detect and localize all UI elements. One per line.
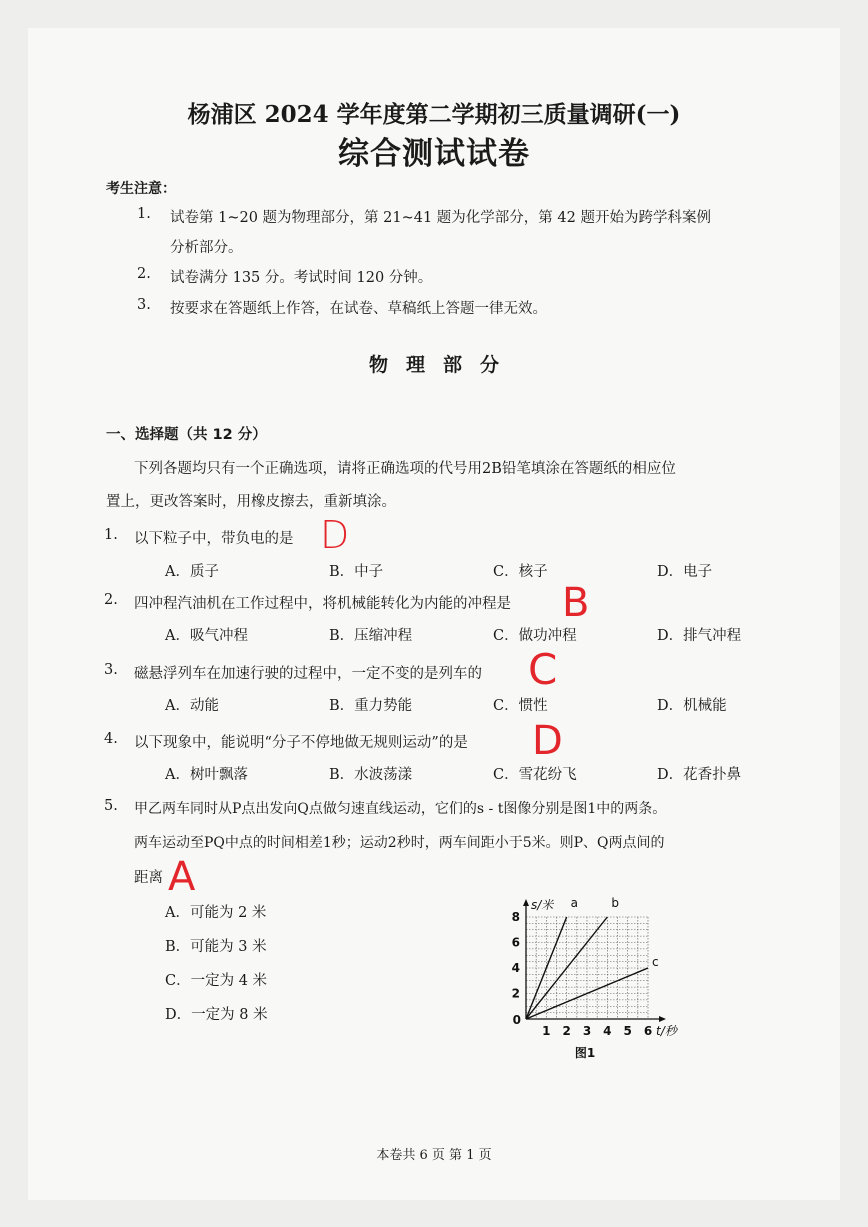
y-tick-label: 8 (511, 910, 520, 924)
option: B．水波荡漾 (329, 767, 413, 783)
page-footer: 本卷共 6 页 第 1 页 (376, 1148, 492, 1163)
svg-text:C: C (528, 646, 558, 690)
figure-caption: 图1 (574, 1046, 596, 1060)
svg-text:B: B (562, 580, 590, 622)
option: D．一定为 8 米 (165, 1007, 268, 1023)
option: D．排气冲程 (657, 628, 742, 644)
notice-item-text: 分析部分。 (170, 240, 243, 256)
x-tick-label: 3 (582, 1024, 592, 1038)
option: D．机械能 (657, 698, 727, 714)
notice-item-text: 试卷第 1~20 题为物理部分，第 21~41 题为化学部分，第 42 题开始为跨学科案例 (170, 210, 711, 226)
exam-title: 杨浦区 2024 学年度第二学期初三质量调研(一) (187, 101, 681, 128)
option: C．惯性 (493, 698, 548, 714)
x-axis-arrow (659, 1016, 666, 1022)
y-axis-label: s/米 (531, 898, 554, 912)
x-axis-label: t/秒 (656, 1024, 677, 1038)
option: B．重力势能 (329, 698, 413, 714)
notice-item-text: 按要求在答题纸上作答，在试卷、草稿纸上答题一律无效。 (170, 301, 547, 317)
question-stem: 以下粒子中，带负电的是 (134, 531, 294, 547)
svg-text:A: A (168, 854, 196, 896)
y-tick-label: 2 (511, 986, 520, 1001)
option: A．树叶飘落 (165, 767, 248, 783)
question-stem: 四冲程汽油机在工作过程中，将机械能转化为内能的冲程是 (134, 596, 511, 612)
notice-item-number: 3. (137, 297, 151, 313)
question-number: 4. (104, 731, 118, 747)
series-label-c: c (652, 955, 659, 969)
option: D．电子 (657, 564, 713, 580)
option: C．雪花纷飞 (493, 767, 577, 783)
option: C．一定为 4 米 (165, 973, 268, 989)
svg-text:D: D (320, 514, 350, 554)
series-label-b: b (611, 896, 619, 910)
part-instructions: 下列各题均只有一个正确选项，请将正确选项的代号用2B铅笔填涂在答题纸的相应位 (134, 461, 676, 477)
question-stem: 距离 (134, 870, 163, 886)
question-number: 5. (104, 798, 118, 814)
question-stem: 甲乙两车同时从P点出发向Q点做匀速直线运动，它们的s - t图像分别是图1中的两条。 (134, 801, 667, 817)
x-tick-label: 1 (542, 1024, 551, 1038)
option: C．核子 (493, 564, 548, 580)
question-stem: 磁悬浮列车在加速行驶的过程中，一定不变的是列车的 (134, 666, 482, 682)
option: A．可能为 2 米 (165, 905, 267, 921)
question-number: 2. (104, 592, 118, 608)
series-label-a: a (570, 896, 579, 910)
notice-item-text: 试卷满分 135 分。考试时间 120 分钟。 (170, 270, 433, 286)
y-tick-label: 4 (511, 961, 520, 975)
part-heading: 一、选择题（共 12 分） (106, 427, 267, 443)
option: B．中子 (329, 564, 384, 580)
question-stem: 两车运动至PQ中点的时间相差1秒；运动2秒时，两车间距小于5米。则P、Q两点间的 (134, 835, 665, 851)
y-axis-arrow (523, 899, 529, 906)
section-title: 物理部分 (368, 354, 517, 376)
option: A．质子 (165, 564, 219, 580)
notice-item-number: 2. (137, 266, 151, 282)
exam-paper (28, 28, 840, 1200)
st-graph (496, 888, 696, 1068)
notice-heading: 考生注意： (106, 181, 176, 197)
origin-label: 0 (512, 1013, 521, 1027)
option: A．吸气冲程 (165, 628, 248, 644)
x-tick-label: 2 (562, 1024, 571, 1038)
option: A．动能 (165, 698, 219, 714)
x-tick-label: 5 (623, 1024, 632, 1038)
option: D．花香扑鼻 (657, 767, 742, 783)
option: B．可能为 3 米 (165, 939, 267, 955)
question-stem: 以下现象中，能说明“分子不停地做无规则运动”的是 (134, 735, 468, 751)
y-tick-label: 6 (511, 935, 520, 950)
exam-subtitle: 综合测试试卷 (338, 136, 530, 172)
x-tick-label: 6 (643, 1024, 653, 1038)
option: C．做功冲程 (493, 628, 577, 644)
part-instructions: 置上，更改答案时，用橡皮擦去，重新填涂。 (106, 494, 396, 510)
svg-text:D: D (532, 718, 563, 760)
x-tick-label: 4 (603, 1024, 612, 1038)
question-number: 1. (104, 527, 118, 543)
option: B．压缩冲程 (329, 628, 413, 644)
question-number: 3. (104, 662, 118, 678)
notice-item-number: 1. (137, 206, 151, 222)
